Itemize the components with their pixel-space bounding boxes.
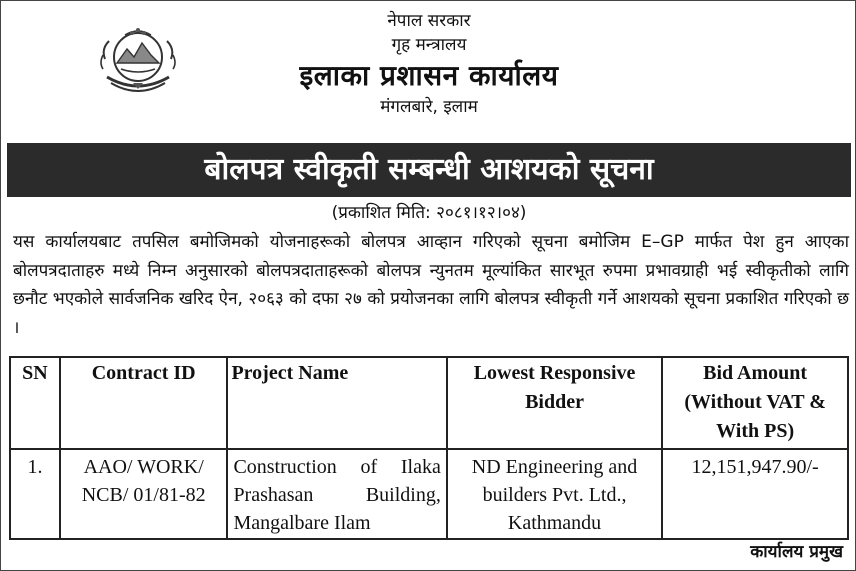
- cell-contract-id: AAO/ WORK/ NCB/ 01/81-82: [60, 449, 228, 539]
- ministry-name: गृह मन्त्रालय: [391, 35, 467, 55]
- government-name: नेपाल सरकार: [387, 11, 471, 31]
- header-sn: SN: [10, 357, 60, 449]
- published-date: (प्रकाशित मिति: २०८१।१२।०४): [331, 203, 527, 223]
- letterhead: [1, 9, 856, 119]
- header-contract-id: Contract ID: [60, 357, 228, 449]
- notice-body: यस कार्यालयबाट तपसिल बमोजिमको योजनाहरूको बोलपत्र आव्हान गरिएको सूचना बमोजिम E–GP मार्फत पेश हुन आएका बोलपत्रदाताहरु मध्ये निम्न अनुसारको बोलपत्रदाताहरूको बोलपत्र न्युनतम मूल्यांकित सारभूत रुपमा प्रभावग्राही भई स्वीकृतीको लागि छनौट भएकोले सार्वजनिक खरिद ऐन, २०६३ को दफा २७ को प्रयोजनका लागि बोलपत्र स्वीकृती गर्ने आशयको सूचना प्रकाशित गरिएको छ ।: [13, 232, 849, 338]
- header-bidder: Lowest Responsive Bidder: [447, 357, 662, 449]
- table-row: [10, 449, 848, 539]
- cell-bidder: ND Engineering and builders Pvt. Ltd., Kathmandu: [447, 449, 662, 539]
- office-location: मंगलबारे, इलाम: [380, 97, 478, 117]
- header-project-name: Project Name: [227, 357, 446, 449]
- award-table: [9, 356, 849, 540]
- cell-project-name: Construction of Ilaka Prashasan Building, Mangalbare Ilam: [227, 449, 446, 539]
- cell-bid-amount: 12,151,947.90/-: [662, 449, 848, 539]
- cell-sn: 1.: [10, 449, 60, 539]
- header-bid-amount: Bid Amount (Without VAT & With PS): [662, 357, 848, 449]
- signatory: कार्यालय प्रमुख: [750, 542, 843, 562]
- notice-title-banner: बोलपत्र स्वीकृती सम्बन्धी आशयको सूचना: [7, 143, 851, 197]
- office-name: इलाका प्रशासन कार्यालय: [299, 59, 559, 92]
- table-header-row: [10, 357, 848, 449]
